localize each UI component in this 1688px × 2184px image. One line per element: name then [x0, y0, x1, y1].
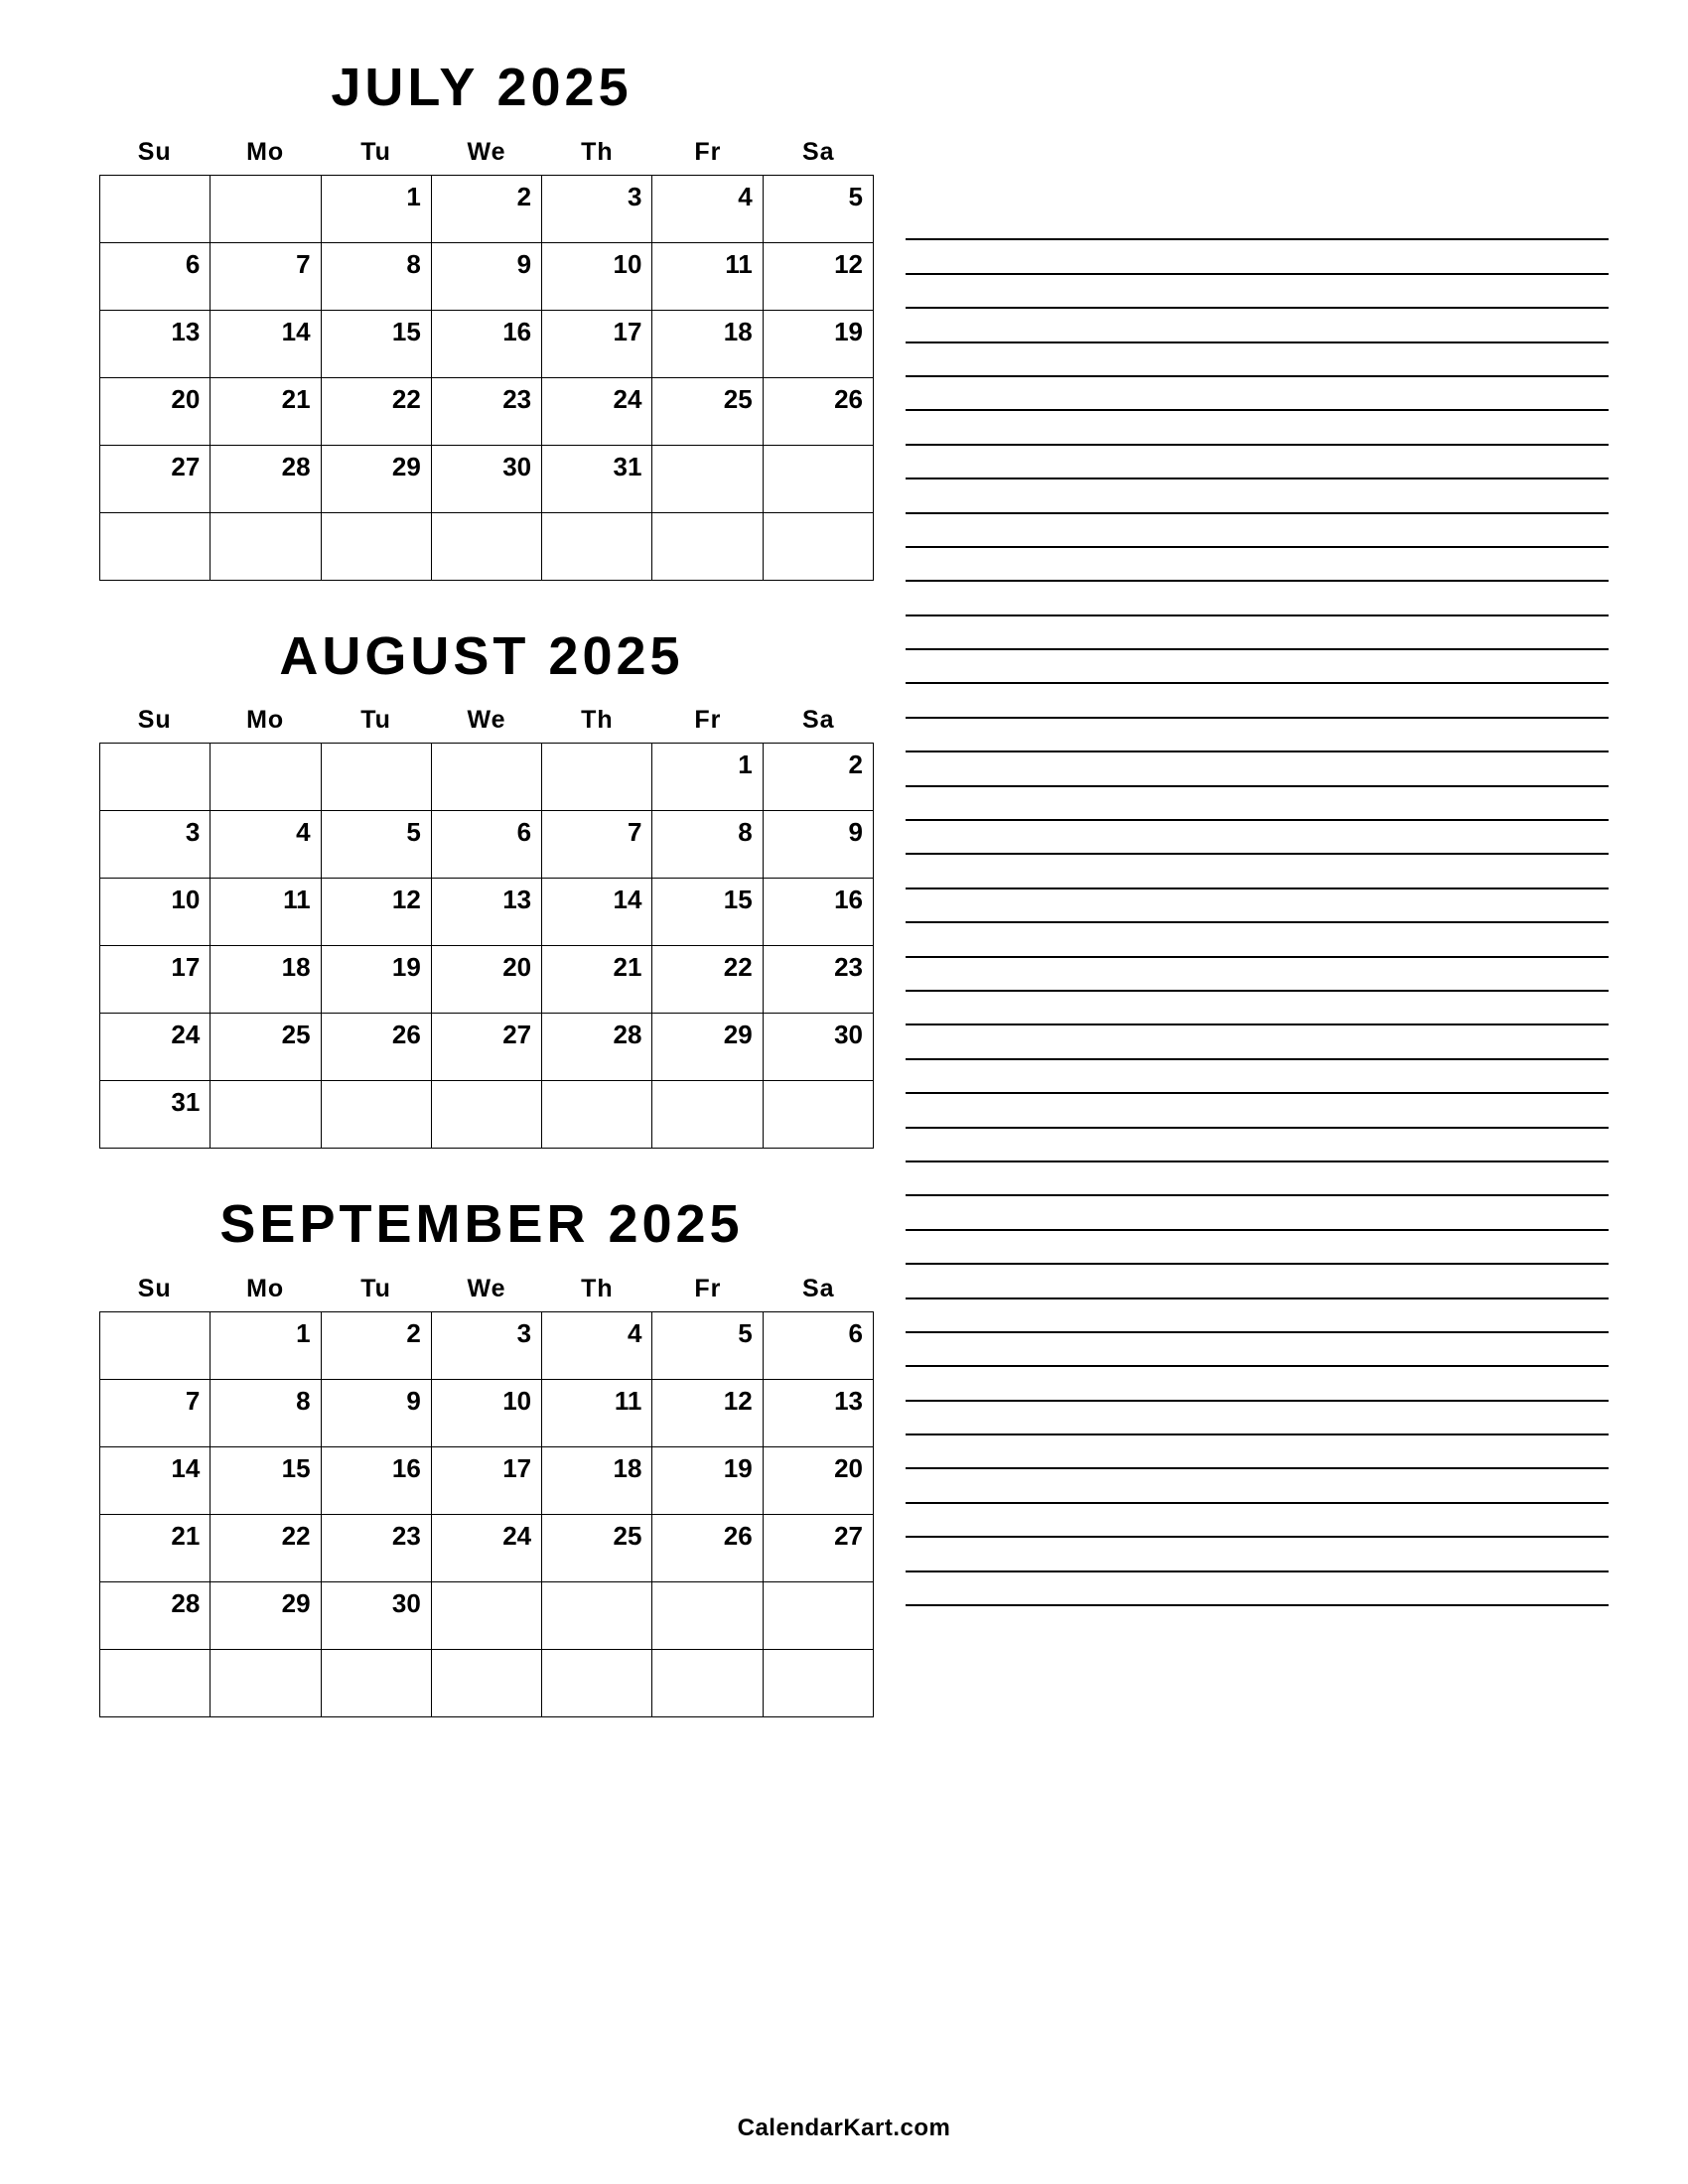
note-line[interactable] — [906, 1196, 1609, 1230]
note-line[interactable] — [906, 855, 1609, 888]
day-cell[interactable]: 13 — [431, 879, 541, 946]
note-line[interactable] — [906, 1333, 1609, 1367]
day-cell[interactable]: 17 — [100, 946, 211, 1014]
day-cell[interactable]: 5 — [763, 175, 873, 242]
month-grid — [99, 743, 874, 1149]
day-cell[interactable] — [100, 744, 211, 811]
day-cell[interactable]: 16 — [431, 310, 541, 377]
weekday-header: Fr — [694, 706, 722, 735]
notes-area[interactable] — [874, 60, 1618, 1606]
day-cell[interactable] — [100, 1312, 211, 1380]
day-cell[interactable]: 9 — [431, 242, 541, 310]
day-cell[interactable]: 20 — [100, 377, 211, 445]
day-cell[interactable]: 14 — [100, 1447, 211, 1515]
day-cell[interactable] — [431, 1650, 541, 1717]
day-cell[interactable]: 27 — [431, 1014, 541, 1081]
day-cell[interactable] — [763, 1081, 873, 1149]
weekday-header: Th — [581, 137, 614, 166]
day-cell[interactable] — [763, 1582, 873, 1650]
footer-branding: CalendarKart.com — [737, 2115, 951, 2141]
week-row — [100, 1014, 874, 1081]
note-line[interactable] — [906, 1094, 1609, 1128]
day-cell[interactable]: 7 — [211, 242, 321, 310]
note-line[interactable] — [906, 411, 1609, 445]
note-line[interactable] — [906, 1402, 1609, 1435]
day-cell[interactable]: 6 — [431, 811, 541, 879]
day-cell[interactable]: 29 — [211, 1582, 321, 1650]
day-cell[interactable] — [431, 512, 541, 580]
note-line[interactable] — [906, 446, 1609, 479]
day-cell[interactable] — [652, 512, 763, 580]
day-cell[interactable]: 6 — [100, 242, 211, 310]
day-cell[interactable]: 31 — [100, 1081, 211, 1149]
week-row — [100, 175, 874, 242]
day-cell[interactable]: 30 — [431, 445, 541, 512]
day-cell[interactable]: 15 — [211, 1447, 321, 1515]
day-cell[interactable]: 8 — [321, 242, 431, 310]
day-cell[interactable]: 10 — [542, 242, 652, 310]
note-line[interactable] — [906, 1231, 1609, 1265]
week-row — [100, 1380, 874, 1447]
week-row — [100, 744, 874, 811]
weekday-header: Su — [137, 137, 172, 166]
weekday-header: Mo — [246, 706, 285, 735]
note-line[interactable] — [906, 275, 1609, 309]
day-cell[interactable]: 10 — [431, 1380, 541, 1447]
note-line[interactable] — [906, 650, 1609, 684]
day-cell[interactable] — [542, 744, 652, 811]
day-cell[interactable] — [652, 1582, 763, 1650]
day-cell[interactable]: 9 — [763, 811, 873, 879]
day-cell[interactable]: 25 — [542, 1515, 652, 1582]
day-cell[interactable] — [100, 1650, 211, 1717]
note-line[interactable] — [906, 1435, 1609, 1469]
day-cell[interactable]: 25 — [652, 377, 763, 445]
note-line[interactable] — [906, 1469, 1609, 1503]
day-cell[interactable] — [100, 512, 211, 580]
day-cell[interactable]: 19 — [763, 310, 873, 377]
day-cell[interactable]: 22 — [652, 946, 763, 1014]
day-cell[interactable]: 12 — [652, 1380, 763, 1447]
day-cell[interactable]: 23 — [763, 946, 873, 1014]
weekday-header: Tu — [360, 1275, 391, 1303]
note-line[interactable] — [906, 548, 1609, 582]
day-cell[interactable]: 27 — [763, 1515, 873, 1582]
day-cell[interactable] — [211, 1081, 321, 1149]
day-cell[interactable]: 24 — [542, 377, 652, 445]
day-cell[interactable]: 18 — [652, 310, 763, 377]
note-line[interactable] — [906, 1572, 1609, 1606]
week-row — [100, 1515, 874, 1582]
weekday-header: Fr — [694, 1275, 722, 1303]
month-title: SEPTEMBER 2025 — [219, 1194, 744, 1255]
weekday-header: Sa — [801, 706, 835, 735]
day-cell[interactable]: 23 — [431, 377, 541, 445]
weekday-header: Th — [581, 706, 614, 735]
day-cell[interactable]: 8 — [652, 811, 763, 879]
day-cell[interactable]: 21 — [211, 377, 321, 445]
note-line[interactable] — [906, 889, 1609, 923]
week-row — [100, 946, 874, 1014]
week-row — [100, 1081, 874, 1149]
day-cell[interactable]: 26 — [763, 377, 873, 445]
week-row — [100, 1447, 874, 1515]
day-cell[interactable]: 19 — [652, 1447, 763, 1515]
day-cell[interactable]: 22 — [211, 1515, 321, 1582]
day-cell[interactable]: 17 — [431, 1447, 541, 1515]
day-cell[interactable]: 24 — [100, 1014, 211, 1081]
day-cell[interactable]: 30 — [763, 1014, 873, 1081]
day-cell[interactable]: 1 — [211, 1312, 321, 1380]
weekday-header: Tu — [360, 706, 391, 735]
note-line[interactable] — [906, 1129, 1609, 1162]
day-cell[interactable]: 5 — [321, 811, 431, 879]
week-row — [100, 310, 874, 377]
note-line[interactable] — [906, 923, 1609, 957]
day-cell[interactable]: 6 — [763, 1312, 873, 1380]
day-cell[interactable]: 2 — [763, 744, 873, 811]
day-cell[interactable]: 28 — [542, 1014, 652, 1081]
note-line[interactable] — [906, 719, 1609, 752]
day-cell[interactable]: 29 — [652, 1014, 763, 1081]
day-cell[interactable]: 11 — [652, 242, 763, 310]
day-cell[interactable]: 31 — [542, 445, 652, 512]
day-cell[interactable] — [431, 1582, 541, 1650]
day-cell[interactable] — [211, 744, 321, 811]
note-line[interactable] — [906, 752, 1609, 786]
day-cell[interactable]: 28 — [211, 445, 321, 512]
day-cell[interactable] — [321, 512, 431, 580]
note-line[interactable] — [906, 1367, 1609, 1401]
day-cell[interactable]: 11 — [211, 879, 321, 946]
note-line[interactable] — [906, 1060, 1609, 1094]
day-cell[interactable]: 26 — [321, 1014, 431, 1081]
week-row — [100, 445, 874, 512]
weekday-header: Tu — [360, 137, 391, 166]
day-cell[interactable]: 2 — [321, 1312, 431, 1380]
weekday-header: Su — [137, 706, 172, 735]
day-cell[interactable]: 14 — [211, 310, 321, 377]
day-cell[interactable]: 16 — [763, 879, 873, 946]
day-cell[interactable] — [211, 175, 321, 242]
day-cell[interactable]: 27 — [100, 445, 211, 512]
note-line[interactable] — [906, 240, 1609, 274]
weekday-header-row — [99, 706, 874, 735]
day-cell[interactable] — [763, 1650, 873, 1717]
month-block — [99, 60, 874, 581]
day-cell[interactable]: 15 — [652, 879, 763, 946]
note-line[interactable] — [906, 343, 1609, 377]
day-cell[interactable]: 4 — [542, 1312, 652, 1380]
day-cell[interactable] — [652, 445, 763, 512]
day-cell[interactable] — [652, 1081, 763, 1149]
weekday-header-row — [99, 138, 874, 167]
day-cell[interactable]: 8 — [211, 1380, 321, 1447]
day-cell[interactable]: 21 — [542, 946, 652, 1014]
note-line[interactable] — [906, 1025, 1609, 1059]
month-grid — [99, 1311, 874, 1717]
week-row — [100, 377, 874, 445]
day-cell[interactable] — [763, 512, 873, 580]
note-line[interactable] — [906, 514, 1609, 548]
day-cell[interactable]: 13 — [100, 310, 211, 377]
week-row — [100, 1582, 874, 1650]
day-cell[interactable] — [542, 512, 652, 580]
note-line[interactable] — [906, 1504, 1609, 1538]
weekday-header: We — [467, 137, 506, 166]
day-cell[interactable]: 29 — [321, 445, 431, 512]
calendars-column — [70, 60, 874, 1765]
day-cell[interactable]: 3 — [542, 175, 652, 242]
day-cell[interactable]: 7 — [100, 1380, 211, 1447]
month-block — [99, 625, 874, 1150]
day-cell[interactable]: 12 — [321, 879, 431, 946]
day-cell[interactable]: 11 — [542, 1380, 652, 1447]
day-cell[interactable]: 13 — [763, 1380, 873, 1447]
weekday-header: Mo — [246, 137, 285, 166]
weekday-header: Sa — [801, 137, 835, 166]
day-cell[interactable]: 18 — [542, 1447, 652, 1515]
month-title: AUGUST 2025 — [279, 625, 684, 686]
week-row — [100, 512, 874, 580]
month-title: JULY 2025 — [331, 58, 633, 117]
day-cell[interactable]: 1 — [652, 744, 763, 811]
day-cell[interactable]: 16 — [321, 1447, 431, 1515]
weekday-header-row — [99, 1275, 874, 1303]
day-cell[interactable]: 1 — [321, 175, 431, 242]
day-cell[interactable]: 17 — [542, 310, 652, 377]
weekday-header: Mo — [246, 1275, 285, 1303]
day-cell[interactable] — [211, 512, 321, 580]
day-cell[interactable] — [542, 1582, 652, 1650]
day-cell[interactable]: 20 — [763, 1447, 873, 1515]
day-cell[interactable] — [321, 1650, 431, 1717]
day-cell[interactable]: 4 — [652, 175, 763, 242]
note-line[interactable] — [906, 479, 1609, 513]
day-cell[interactable]: 14 — [542, 879, 652, 946]
week-row — [100, 879, 874, 946]
note-line[interactable] — [906, 958, 1609, 992]
week-row — [100, 242, 874, 310]
note-line[interactable] — [906, 377, 1609, 411]
weekday-header: Th — [581, 1275, 614, 1303]
day-cell[interactable]: 26 — [652, 1515, 763, 1582]
day-cell[interactable]: 4 — [211, 811, 321, 879]
day-cell[interactable]: 28 — [100, 1582, 211, 1650]
day-cell[interactable] — [211, 1650, 321, 1717]
month-block — [99, 1196, 874, 1717]
day-cell[interactable]: 9 — [321, 1380, 431, 1447]
week-row — [100, 1650, 874, 1717]
note-line[interactable] — [906, 1162, 1609, 1196]
day-cell[interactable]: 7 — [542, 811, 652, 879]
day-cell[interactable] — [431, 744, 541, 811]
day-cell[interactable] — [431, 1081, 541, 1149]
day-cell[interactable]: 12 — [763, 242, 873, 310]
day-cell[interactable]: 23 — [321, 1515, 431, 1582]
day-cell[interactable]: 25 — [211, 1014, 321, 1081]
weekday-header: We — [467, 706, 506, 735]
note-line[interactable] — [906, 684, 1609, 718]
day-cell[interactable]: 24 — [431, 1515, 541, 1582]
day-cell[interactable] — [763, 445, 873, 512]
note-line[interactable] — [906, 1538, 1609, 1571]
note-line[interactable] — [906, 787, 1609, 821]
day-cell[interactable]: 15 — [321, 310, 431, 377]
note-line[interactable] — [906, 616, 1609, 650]
note-line[interactable] — [906, 582, 1609, 615]
note-line[interactable] — [906, 992, 1609, 1025]
week-row — [100, 811, 874, 879]
note-line[interactable] — [906, 309, 1609, 342]
weekday-header: Sa — [801, 1275, 835, 1303]
day-cell[interactable] — [652, 1650, 763, 1717]
month-grid — [99, 175, 874, 581]
day-cell[interactable]: 20 — [431, 946, 541, 1014]
day-cell[interactable]: 3 — [100, 811, 211, 879]
day-cell[interactable]: 5 — [652, 1312, 763, 1380]
day-cell[interactable]: 3 — [431, 1312, 541, 1380]
day-cell[interactable]: 18 — [211, 946, 321, 1014]
note-line[interactable] — [906, 206, 1609, 240]
week-row — [100, 1312, 874, 1380]
day-cell[interactable] — [542, 1081, 652, 1149]
day-cell[interactable]: 21 — [100, 1515, 211, 1582]
day-cell[interactable] — [542, 1650, 652, 1717]
day-cell[interactable] — [321, 1081, 431, 1149]
weekday-header: Su — [137, 1275, 172, 1303]
day-cell[interactable]: 2 — [431, 175, 541, 242]
day-cell[interactable]: 30 — [321, 1582, 431, 1650]
day-cell[interactable]: 19 — [321, 946, 431, 1014]
weekday-header: Fr — [694, 137, 722, 166]
day-cell[interactable] — [100, 175, 211, 242]
note-line[interactable] — [906, 1265, 1609, 1298]
day-cell[interactable]: 10 — [100, 879, 211, 946]
weekday-header: We — [467, 1275, 506, 1303]
note-line[interactable] — [906, 821, 1609, 855]
day-cell[interactable]: 22 — [321, 377, 431, 445]
day-cell[interactable] — [321, 744, 431, 811]
note-line[interactable] — [906, 1299, 1609, 1333]
